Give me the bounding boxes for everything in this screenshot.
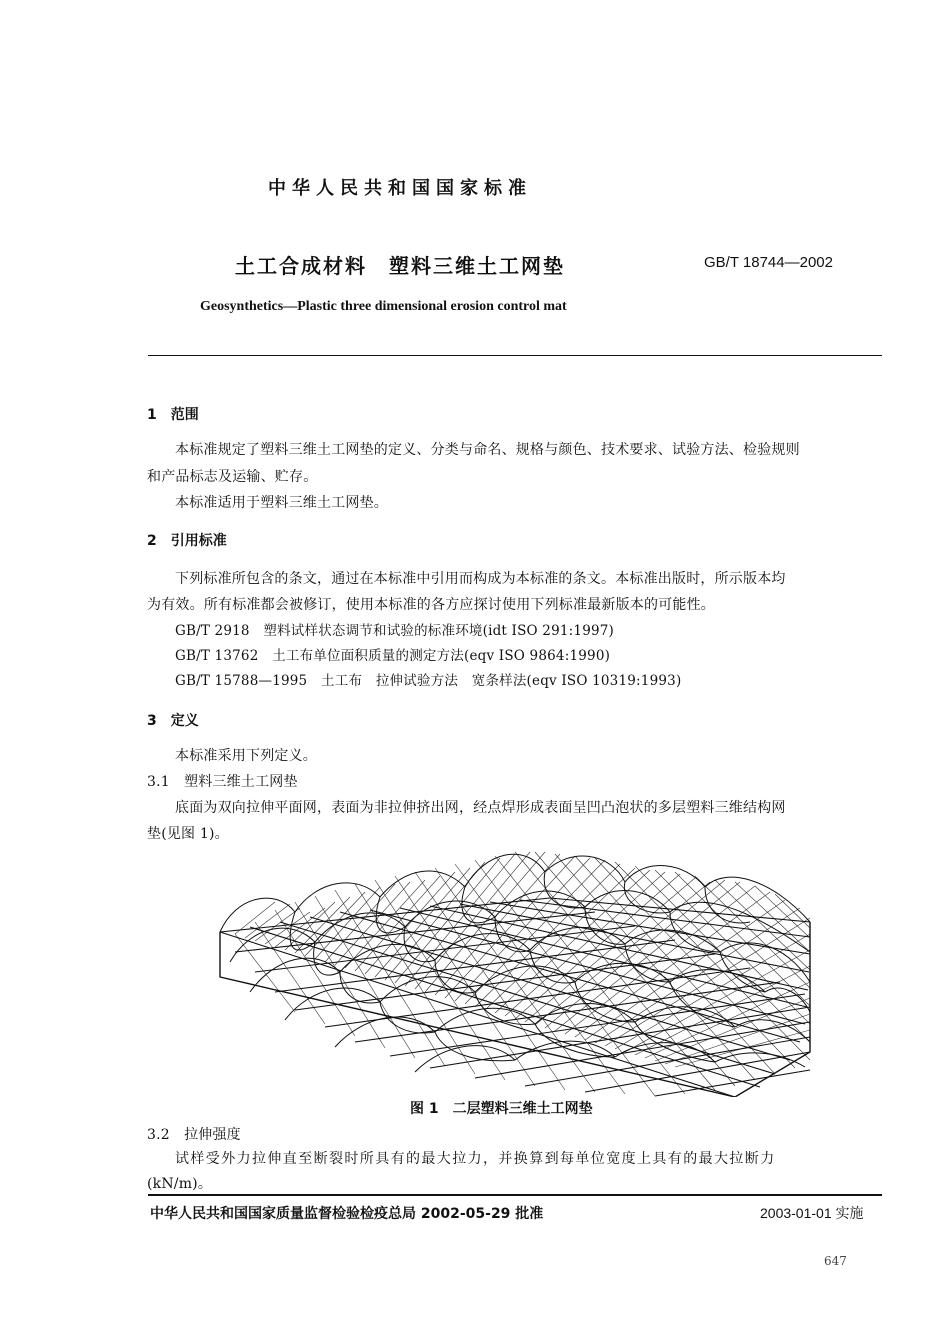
section-3-heading: 3 定义 xyxy=(147,713,199,729)
footer-rule xyxy=(148,1194,882,1196)
standard-title-en: Geosynthetics—Plastic three dimensional erosion control mat xyxy=(200,299,567,314)
section-1-heading: 1 范围 xyxy=(147,407,199,423)
reference-item: GB/T 13762 土工布单位面积质量的测定方法(eqv ISO 9864:1990) xyxy=(175,648,611,664)
section-1-para-1-line-2: 和产品标志及运输、贮存。 xyxy=(147,469,318,485)
section-3-1-heading: 3.1 塑料三维土工网垫 xyxy=(147,774,298,790)
approval-line: 中华人民共和国国家质量监督检验检疫总局 2002-05-29 批准 xyxy=(150,1206,544,1222)
section-2-heading: 2 引用标准 xyxy=(147,533,227,549)
reference-item: GB/T 15788—1995 土工布 拉伸试验方法 宽条样法(eqv ISO 10319:1993) xyxy=(175,673,682,689)
section-3-2-line-2: (kN/m)。 xyxy=(147,1176,213,1192)
section-3-2-line-1: 试样受外力拉伸直至断裂时所具有的最大拉力，并换算到每单位宽度上具有的最大拉断力 xyxy=(175,1151,776,1167)
section-3-1-line-2: 垫(见图 1)。 xyxy=(147,826,229,842)
section-2-para-line-2: 为有效。所有标准都会被修订，使用本标准的各方应探讨使用下列标准最新版本的可能性。 xyxy=(147,597,715,613)
implementation-date: 2003-01-01 实施 xyxy=(760,1205,864,1221)
section-3-intro: 本标准采用下列定义。 xyxy=(175,748,317,764)
section-2-para-line-1: 下列标准所包含的条文，通过在本标准中引用而构成为本标准的条文。本标准出版时，所示版本均 xyxy=(175,571,786,587)
section-1-para-2: 本标准适用于塑料三维土工网垫。 xyxy=(175,495,388,511)
standard-number: GB/T 18744—2002 xyxy=(704,254,833,271)
erosion-mat-figure xyxy=(215,842,815,1097)
reference-item: GB/T 2918 塑料试样状态调节和试验的标准环境(idt ISO 291:1997) xyxy=(175,623,615,639)
national-standard-title: 中华人民共和国国家标准 xyxy=(268,178,532,199)
section-3-2-heading: 3.2 拉伸强度 xyxy=(147,1127,241,1143)
page-number: 647 xyxy=(824,1254,847,1268)
section-3-1-line-1: 底面为双向拉伸平面网，表面为非拉伸挤出网，经点焊形成表面呈凹凸泡状的多层塑料三维结构网 xyxy=(175,800,786,816)
standard-title-zh: 土工合成材料 塑料三维土工网垫 xyxy=(235,254,565,278)
section-1-para-1-line-1: 本标准规定了塑料三维土工网垫的定义、分类与命名、规格与颜色、技术要求、试验方法、检验规则 xyxy=(175,442,800,458)
header-rule xyxy=(148,355,882,356)
figure-caption: 图 1 二层塑料三维土工网垫 xyxy=(410,1101,593,1117)
